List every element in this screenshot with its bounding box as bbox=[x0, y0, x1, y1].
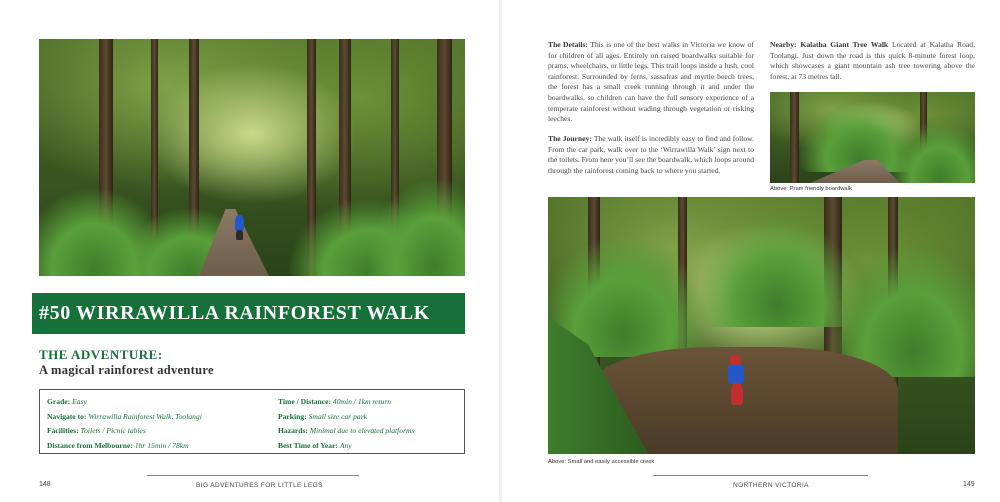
caption-pram: Above: Pram friendly boardwalk bbox=[770, 186, 852, 192]
running-title-left: BIG ADVENTURES FOR LITTLE LEGS bbox=[196, 482, 323, 489]
info-label: Time / Distance: bbox=[278, 397, 332, 406]
footer-rule-right bbox=[653, 475, 868, 476]
info-navigate bbox=[47, 410, 272, 425]
journey-paragraph bbox=[548, 134, 754, 176]
info-time bbox=[278, 395, 463, 410]
details-label: The Details: bbox=[548, 40, 588, 49]
details-text: This is one of the best walks in Victoria we know of for children of all ages. Entirely on raised boardwalks suitable for prams, wheelchairs, or little legs. This trail loops inside a lush, cool rainforest. Surrounded by ferns, sassafras and myrtle beech trees, the forest has a small creek running through it and under the boardwalks, so children can have the full sensory experience of a temperate rainforest without wading through vegetation or risking leeches. bbox=[548, 40, 754, 124]
info-value: Wirrawilla Rainforest Walk, Toolangi bbox=[88, 411, 202, 421]
journey-label: The Journey: bbox=[548, 134, 592, 143]
caption-creek: Above: Small and easily accessible creek bbox=[548, 459, 655, 465]
info-parking bbox=[278, 410, 463, 425]
info-label: Navigate to: bbox=[47, 411, 87, 421]
info-value: 1hr 15min / 78km bbox=[134, 440, 189, 450]
info-value: Easy bbox=[72, 397, 87, 406]
info-hazards bbox=[278, 424, 463, 439]
info-label: Best Time of Year: bbox=[278, 440, 338, 450]
info-facilities bbox=[47, 424, 272, 439]
info-value: 40min / 1km return bbox=[332, 397, 392, 406]
details-paragraph bbox=[548, 40, 754, 125]
info-best-time bbox=[278, 439, 463, 454]
info-label: Distance from Melbourne: bbox=[47, 440, 133, 450]
page-gutter bbox=[499, 0, 502, 502]
info-value: Minimal due to elevated platforms bbox=[309, 426, 415, 435]
footer-rule-left bbox=[147, 475, 359, 476]
info-column-left bbox=[47, 395, 272, 453]
running-title-right: NORTHERN VICTORIA bbox=[733, 482, 809, 489]
journey-text: The walk itself is incredibly easy to find and follow. From the car park, walk over to the ‘Wirrawilla Walk’ sign next to the toilets. From here you’ll see the boardwalk, which loops around through the rainforest coming back to where you started. bbox=[548, 134, 755, 175]
nearby-label: Nearby: Kalatha Giant Tree Walk bbox=[770, 40, 889, 49]
info-label: Parking: bbox=[278, 411, 307, 421]
info-value: Toilets / Picnic tables bbox=[80, 426, 146, 435]
nearby-text: Located at Kalatha Road, Toolangi. Just down the road is this quick 8-minute forest loop, which showcases a giant mountain ash tree towering above the forest, at 73 metres tall. bbox=[770, 40, 975, 81]
info-label: Grade: bbox=[47, 397, 71, 406]
adventure-heading: THE ADVENTURE: bbox=[39, 347, 163, 362]
info-label: Hazards: bbox=[278, 426, 308, 435]
info-value: Small size car park bbox=[308, 411, 368, 421]
nearby-paragraph bbox=[770, 40, 975, 82]
boardwalk-photo bbox=[39, 39, 465, 276]
adventure-subtitle: A magical rainforest adventure bbox=[39, 363, 214, 377]
info-column-right bbox=[278, 395, 463, 453]
info-value: Any bbox=[339, 440, 352, 450]
page-title: #50 WIRRAWILLA RAINFOREST WALK bbox=[39, 302, 430, 324]
title-banner bbox=[32, 293, 465, 334]
info-label: Facilities: bbox=[47, 426, 79, 435]
page-number-left: 148 bbox=[39, 481, 51, 488]
info-distance bbox=[47, 439, 272, 454]
info-grade bbox=[47, 395, 272, 410]
pram-boardwalk-photo bbox=[770, 92, 975, 183]
creek-photo bbox=[548, 197, 975, 454]
page-number-right: 149 bbox=[963, 481, 975, 488]
trail-info-box bbox=[39, 389, 465, 454]
